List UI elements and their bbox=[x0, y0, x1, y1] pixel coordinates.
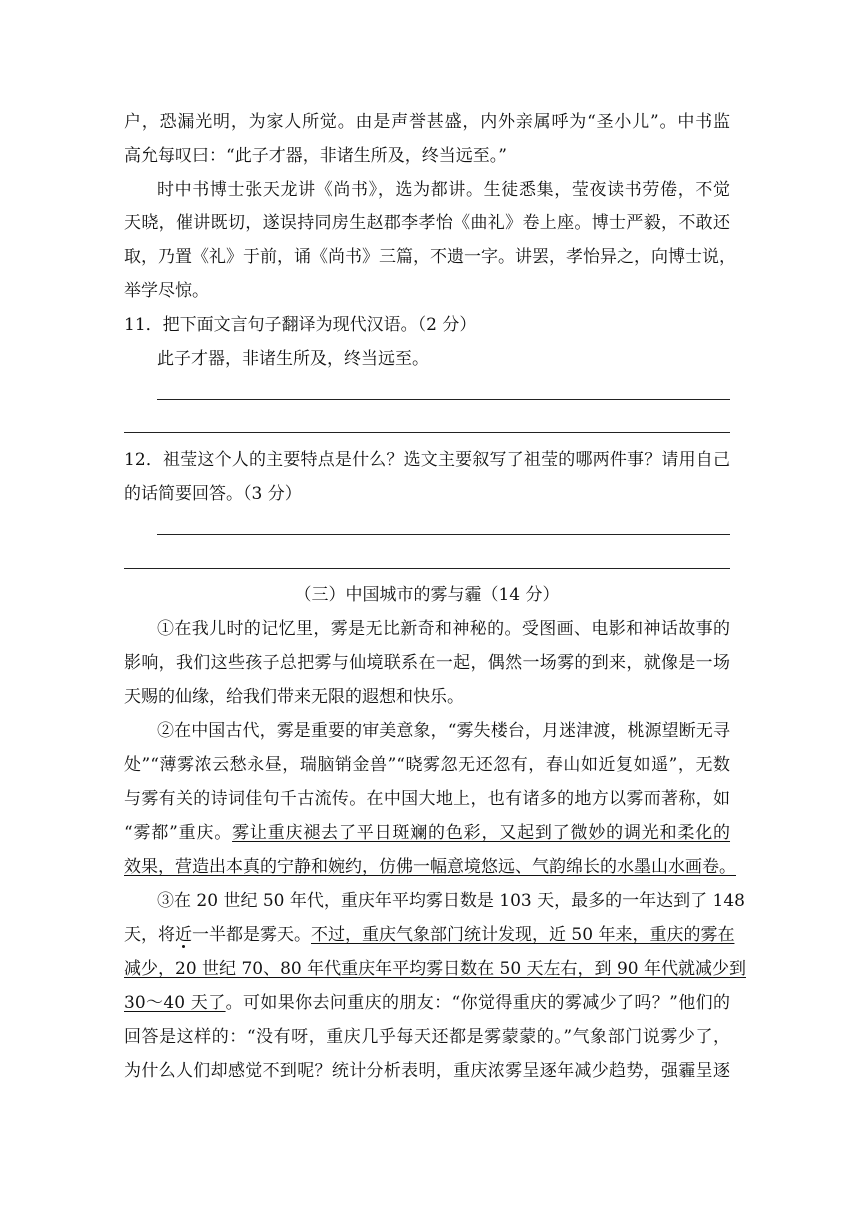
question-12-prompt: 的话简要回答。（3 分） bbox=[124, 484, 302, 504]
passage-text-line: 处”“薄雾浓云愁永昼，瑞脑销金兽”“晓雾忽无还忽有，春山如近复如遥”，无数 bbox=[124, 755, 730, 775]
passage-text-line bbox=[124, 986, 730, 1020]
passage-text-line: 举学尽惊。 bbox=[124, 281, 209, 301]
question-12-prompt: 12．祖莹这个人的主要特点是什么？选文主要叙写了祖莹的哪两件事？请用自己 bbox=[124, 450, 730, 470]
passage-text-line: 为什么人们却感觉不到呢？统计分析表明，重庆浓雾呈逐年减少趋势，强霾呈逐 bbox=[124, 1061, 730, 1081]
passage-text-line: ③在 20 世纪 50 年代，重庆年平均雾日数是 103 天，最多的一年达到了 148 bbox=[157, 891, 745, 911]
passage-text: 一半都是雾天。 bbox=[192, 925, 311, 945]
emphasis-dot-word: 近 bbox=[175, 925, 192, 945]
passage-text-line: 户，恐漏光明，为家人所觉。由是声誉甚盛，内外亲属呼为“圣小儿”。中书监 bbox=[124, 112, 730, 132]
question-11-sentence: 此子才器，非诸生所及，终当远至。 bbox=[157, 349, 429, 369]
underlined-sentence: 减少，20 世纪 70、80 年代重庆年平均雾日数在 50 天左右，到 90 年代就减少到 bbox=[124, 959, 746, 979]
passage-text: 天，将 bbox=[124, 925, 175, 945]
passage-text-line: ②在中国古代，雾是重要的审美意象，“雾失楼台，月迷津渡，桃源望断无寻 bbox=[157, 721, 730, 741]
passage-text-line: 天晓，催讲既切，遂误持同房生赵郡李孝怡《曲礼》卷上座。博士严毅，不敢还 bbox=[124, 213, 730, 233]
passage-text: “雾都”重庆。 bbox=[124, 823, 233, 843]
passage-text-line bbox=[124, 850, 736, 884]
underlined-sentence: 效果，营造出本真的宁静和婉约，仿佛一幅意境悠远、气韵绵长的水墨山水画卷。 bbox=[124, 857, 736, 877]
answer-line bbox=[157, 399, 730, 400]
answer-line bbox=[157, 534, 730, 535]
passage-text: 。可如果你去问重庆的朋友：“你觉得重庆的雾减少了吗？”他们的 bbox=[225, 993, 730, 1013]
answer-line bbox=[124, 568, 730, 569]
passage-text-line bbox=[124, 952, 746, 986]
passage-text-line bbox=[124, 816, 730, 850]
passage-text-line: ①在我儿时的记忆里，雾是无比新奇和神秘的。受图画、电影和神话故事的 bbox=[157, 619, 730, 639]
question-11-prompt: 11．把下面文言句子翻译为现代汉语。（2 分） bbox=[124, 315, 477, 335]
underlined-sentence: 30～40 天了 bbox=[124, 993, 226, 1013]
passage-text-line: 高允每叹曰：“此子才器，非诸生所及，终当远至。” bbox=[124, 146, 507, 166]
passage-text-line: 与雾有关的诗词佳句千古流传。在中国大地上，也有诸多的地方以雾而著称，如 bbox=[124, 789, 730, 809]
answer-line bbox=[124, 432, 730, 433]
passage-text-line: 取，乃置《礼》于前，诵《尚书》三篇，不遗一字。讲罢，孝怡异之，向博士说， bbox=[124, 247, 736, 267]
passage-text-line: 影响，我们这些孩子总把雾与仙境联系在一起，偶然一场雾的到来，就像是一场 bbox=[124, 653, 730, 673]
section-title: （三）中国城市的雾与霾（14 分） bbox=[294, 585, 560, 605]
passage-text-line bbox=[124, 918, 735, 952]
passage-text-line: 回答是这样的：“没有呀，重庆几乎每天还都是雾蒙蒙的。”气象部门说雾少了， bbox=[124, 1027, 730, 1047]
passage-text-line: 天赐的仙缘，给我们带来无限的遐想和快乐。 bbox=[124, 687, 464, 707]
passage-text-line: 时中书博士张天龙讲《尚书》，选为都讲。生徒悉集，莹夜读书劳倦，不觉 bbox=[157, 180, 730, 200]
underlined-sentence: 雾让重庆褪去了平日斑斓的色彩，又起到了微妙的调光和柔化的 bbox=[232, 823, 731, 843]
underlined-sentence: 不过，重庆气象部门统计发现，近 50 年来，重庆的雾在 bbox=[311, 925, 735, 945]
